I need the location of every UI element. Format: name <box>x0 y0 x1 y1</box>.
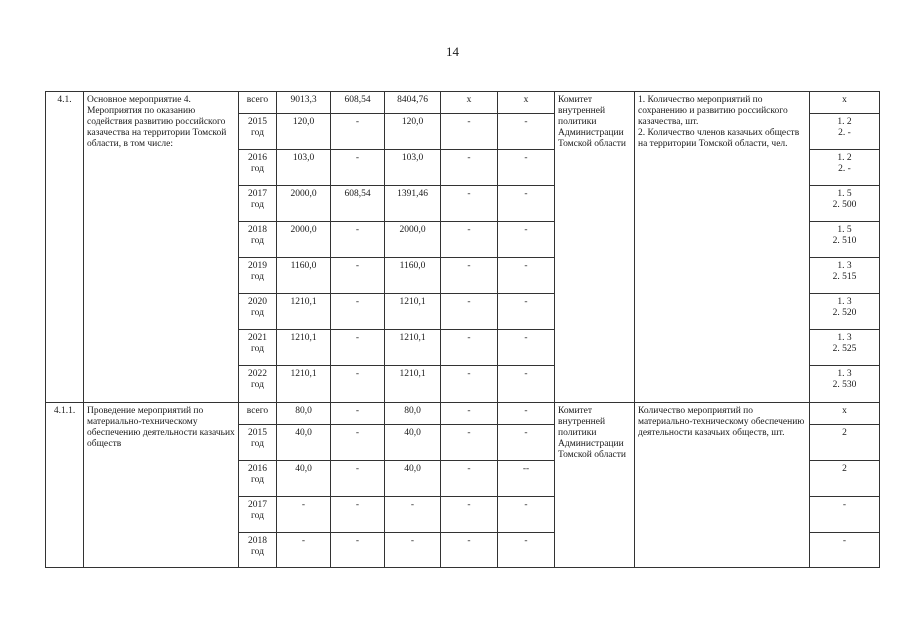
period-cell <box>239 222 277 258</box>
local-cell: - <box>441 258 498 294</box>
cell-line: всего <box>246 406 269 416</box>
cell-line: 1. 3 <box>837 261 852 271</box>
local-cell: - <box>441 497 498 533</box>
regional-cell: 1210,1 <box>385 366 441 403</box>
other-cell: - <box>498 258 555 294</box>
cell-line: 2 <box>842 464 847 474</box>
cell-line: 2022 <box>248 369 267 379</box>
indicator-value-cell <box>810 497 880 533</box>
total-cell: 1210,1 <box>277 330 331 366</box>
cell-line: всего <box>246 95 269 105</box>
total-cell: 1210,1 <box>277 366 331 403</box>
regional-cell: 2000,0 <box>385 222 441 258</box>
cell-line: 2. 520 <box>832 308 857 318</box>
period-cell <box>239 294 277 330</box>
total-cell: 2000,0 <box>277 186 331 222</box>
period-cell <box>239 330 277 366</box>
local-cell: - <box>441 330 498 366</box>
federal-cell: - <box>331 461 385 497</box>
other-cell: - <box>498 497 555 533</box>
total-cell: - <box>277 533 331 568</box>
federal-cell: - <box>331 403 385 425</box>
indicator-value-cell <box>810 114 880 150</box>
cell-line: 2017 <box>248 500 267 510</box>
period-cell <box>239 114 277 150</box>
local-cell: - <box>441 403 498 425</box>
other-cell: - <box>498 222 555 258</box>
other-cell: - <box>498 425 555 461</box>
cell-line: 1. 3 <box>837 369 852 379</box>
indicator-value-cell <box>810 294 880 330</box>
cell-line: 2017 <box>248 189 267 199</box>
cell-line: 2018 <box>248 536 267 546</box>
indicator-value-cell <box>810 366 880 403</box>
regional-cell: 40,0 <box>385 461 441 497</box>
federal-cell: - <box>331 497 385 533</box>
local-cell: - <box>441 533 498 568</box>
cell-line: 1. 5 <box>837 189 852 199</box>
total-cell: 9013,3 <box>277 92 331 114</box>
federal-cell: - <box>331 222 385 258</box>
indicator-name-cell <box>635 403 810 568</box>
period-cell <box>239 497 277 533</box>
period-cell <box>239 461 277 497</box>
item-number-cell: 4.1. <box>46 92 84 403</box>
period-cell <box>239 150 277 186</box>
federal-cell: - <box>331 330 385 366</box>
cell-line: x <box>842 406 847 416</box>
cell-line: год <box>251 200 264 210</box>
federal-cell: - <box>331 425 385 461</box>
total-cell: 2000,0 <box>277 222 331 258</box>
regional-cell: 80,0 <box>385 403 441 425</box>
cell-line: 2019 <box>248 261 267 271</box>
period-cell <box>239 425 277 461</box>
indicator-value-cell <box>810 330 880 366</box>
indicator-value-cell <box>810 425 880 461</box>
regional-cell: 1391,46 <box>385 186 441 222</box>
local-cell: - <box>441 294 498 330</box>
cell-line: год <box>251 547 264 557</box>
federal-cell: - <box>331 114 385 150</box>
federal-cell: - <box>331 150 385 186</box>
federal-cell: - <box>331 258 385 294</box>
period-cell <box>239 186 277 222</box>
regional-cell: 120,0 <box>385 114 441 150</box>
item-name-cell: Проведение мероприятий по материально-техническому обеспечению деятельности казачьих обществ <box>84 403 239 568</box>
cell-line: 2. 500 <box>832 200 857 210</box>
cell-line: год <box>251 475 264 485</box>
program-table <box>45 91 880 568</box>
cell-line: 2021 <box>248 333 267 343</box>
period-cell <box>239 403 277 425</box>
regional-cell: 8404,76 <box>385 92 441 114</box>
regional-cell: - <box>385 533 441 568</box>
indicator-value-cell <box>810 533 880 568</box>
item-number-cell: 4.1.1. <box>46 403 84 568</box>
cell-line: 1. 2 <box>837 117 852 127</box>
indicator-value-cell <box>810 461 880 497</box>
cell-line: год <box>251 380 264 390</box>
period-cell <box>239 92 277 114</box>
cell-line: 2. 530 <box>832 380 857 390</box>
cell-line: год <box>251 308 264 318</box>
indicator-name-cell <box>635 92 810 403</box>
local-cell: - <box>441 425 498 461</box>
regional-cell: 40,0 <box>385 425 441 461</box>
executor-cell: Комитет внутренней политики Администрации Томской области <box>555 92 635 403</box>
cell-line: 1. 3 <box>837 297 852 307</box>
other-cell: x <box>498 92 555 114</box>
cell-line: Количество мероприятий по материально-техническому обеспечению деятельности казачьих обществ, шт. <box>638 406 805 438</box>
cell-line: год <box>251 272 264 282</box>
table-row <box>46 92 880 114</box>
local-cell: - <box>441 186 498 222</box>
cell-line: 2. 510 <box>832 236 857 246</box>
total-cell: 120,0 <box>277 114 331 150</box>
cell-line: год <box>251 236 264 246</box>
total-cell: 103,0 <box>277 150 331 186</box>
other-cell: - <box>498 114 555 150</box>
cell-line: год <box>251 511 264 521</box>
regional-cell: 103,0 <box>385 150 441 186</box>
indicator-value-cell <box>810 403 880 425</box>
total-cell: 1210,1 <box>277 294 331 330</box>
cell-line: 2. 525 <box>832 344 857 354</box>
cell-line: 1. 2 <box>837 153 852 163</box>
cell-line: 1. Количество мероприятий по сохранению и развитию российского казачества, шт. <box>638 95 788 127</box>
cell-line: год <box>251 164 264 174</box>
cell-line: 2016 <box>248 153 267 163</box>
indicator-value-cell <box>810 92 880 114</box>
cell-line: год <box>251 439 264 449</box>
period-cell <box>239 366 277 403</box>
cell-line: 1. 5 <box>837 225 852 235</box>
cell-line: 1. 3 <box>837 333 852 343</box>
page-number: 14 <box>446 44 459 59</box>
indicator-value-cell <box>810 150 880 186</box>
indicator-value-cell <box>810 258 880 294</box>
regional-cell: 1210,1 <box>385 294 441 330</box>
other-cell: - <box>498 533 555 568</box>
local-cell: x <box>441 92 498 114</box>
federal-cell: 608,54 <box>331 92 385 114</box>
federal-cell: - <box>331 366 385 403</box>
cell-line: 2018 <box>248 225 267 235</box>
cell-line: 2. - <box>838 128 851 138</box>
total-cell: 1160,0 <box>277 258 331 294</box>
total-cell: 80,0 <box>277 403 331 425</box>
period-cell <box>239 533 277 568</box>
local-cell: - <box>441 366 498 403</box>
cell-line: - <box>842 500 847 510</box>
total-cell: 40,0 <box>277 425 331 461</box>
regional-cell: 1160,0 <box>385 258 441 294</box>
cell-line: 2. 515 <box>832 272 857 282</box>
other-cell: - <box>498 186 555 222</box>
other-cell: -- <box>498 461 555 497</box>
period-cell <box>239 258 277 294</box>
cell-line: год <box>251 344 264 354</box>
other-cell: - <box>498 403 555 425</box>
local-cell: - <box>441 114 498 150</box>
cell-line: 2016 <box>248 464 267 474</box>
executor-cell: Комитет внутренней политики Администрации Томской области <box>555 403 635 568</box>
cell-line: 2 <box>842 428 847 438</box>
local-cell: - <box>441 461 498 497</box>
federal-cell: 608,54 <box>331 186 385 222</box>
cell-line: 2015 <box>248 117 267 127</box>
total-cell: 40,0 <box>277 461 331 497</box>
cell-line: 2015 <box>248 428 267 438</box>
indicator-value-cell <box>810 222 880 258</box>
cell-line: - <box>842 536 847 546</box>
cell-line: год <box>251 128 264 138</box>
cell-line: 2. Количество членов казачьих обществ на территории Томской области, чел. <box>638 128 800 149</box>
federal-cell: - <box>331 294 385 330</box>
total-cell: - <box>277 497 331 533</box>
local-cell: - <box>441 150 498 186</box>
regional-cell: - <box>385 497 441 533</box>
item-name-cell: Основное мероприятие 4. Мероприятия по оказанию содействия развитию российского казачества на территории Томской области, в том числе: <box>84 92 239 403</box>
other-cell: - <box>498 330 555 366</box>
table-row <box>46 403 880 425</box>
other-cell: - <box>498 150 555 186</box>
cell-line: 2. - <box>838 164 851 174</box>
cell-line: x <box>842 95 847 105</box>
regional-cell: 1210,1 <box>385 330 441 366</box>
federal-cell: - <box>331 533 385 568</box>
cell-line: 2020 <box>248 297 267 307</box>
indicator-value-cell <box>810 186 880 222</box>
other-cell: - <box>498 366 555 403</box>
local-cell: - <box>441 222 498 258</box>
other-cell: - <box>498 294 555 330</box>
